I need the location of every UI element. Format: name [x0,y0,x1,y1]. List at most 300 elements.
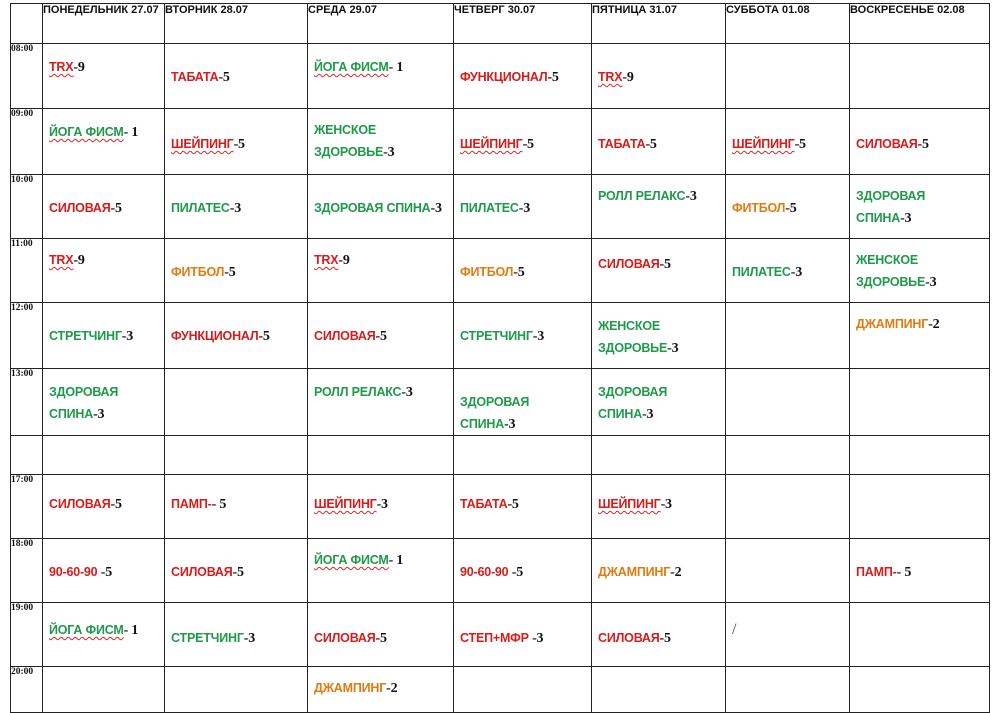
class-name: ТАБАТА [460,497,508,511]
schedule-cell [454,303,592,369]
schedule-cell [592,175,726,239]
class-line [171,261,303,283]
schedule-cell [43,109,165,175]
schedule-row [11,369,990,436]
schedule-cell [308,667,454,713]
class-count: -2 [386,681,398,696]
class-name: РОЛЛ РЕЛАКС [598,189,686,203]
class-entry [592,175,725,207]
class-entry [308,475,453,515]
class-count: -5 [659,631,671,646]
class-count: -5 [97,565,112,580]
class-entry [454,369,591,435]
schedule-cell [726,44,850,109]
class-line [171,627,303,649]
schedule-cell [165,436,308,475]
class-count: -3 [93,407,105,422]
class-entry [308,369,453,403]
schedule-cell [726,667,850,713]
schedule-cell [165,539,308,603]
class-line [460,627,587,649]
class-count: -5 [375,329,387,344]
schedule-cell [454,475,592,539]
schedule-cell [726,539,850,603]
class-line [49,325,160,347]
schedule-cell [454,44,592,109]
class-line [598,253,721,275]
class-line [460,493,587,515]
class-name: СТРЕТЧИНГ [49,329,122,343]
schedule-cell [165,667,308,713]
class-line [171,561,303,583]
class-line [460,261,587,283]
class-line [314,493,449,515]
class-entry [165,109,307,155]
class-count: -5 [522,137,534,152]
class-line [598,561,721,583]
class-count: - 1 [123,125,139,140]
class-count: -5 [218,70,230,85]
schedule-row [11,175,990,239]
schedule-row [11,667,990,713]
class-line [49,619,160,641]
schedule-cell [43,303,165,369]
class-line [314,627,449,649]
schedule-cell [308,239,454,303]
class-entry [43,603,164,641]
class-entry [43,109,164,143]
schedule-cell [592,369,726,436]
schedule-cell [850,239,990,303]
class-line [49,493,160,515]
day-header: СРЕДА 29.07 [308,4,454,44]
schedule-cell [43,603,165,667]
class-name: ПАМП- [856,565,897,579]
schedule-cell [308,475,454,539]
schedule-cell [308,539,454,603]
class-count: -2 [670,565,682,580]
class-line [460,391,587,435]
time-label: 13:00 [11,369,43,436]
class-entry [43,239,164,271]
class-entry [454,603,591,649]
class-count: -5 [508,565,523,580]
class-count: -5 [110,497,122,512]
class-entry [43,175,164,219]
class-count: -3 [430,201,442,216]
class-entry [43,539,164,583]
day-header: ВОСКРЕСЕНЬЕ 02.08 [850,4,990,44]
schedule-cell [308,175,454,239]
class-name: СИЛОВАЯ [49,497,111,511]
class-entry [43,369,164,425]
class-name: ЗДОРОВЬЕ [314,145,384,159]
class-line [856,313,985,335]
schedule-cell [308,369,454,436]
class-line [314,56,449,78]
class-entry [592,303,725,359]
class-count: -3 [685,189,697,204]
class-line [856,207,985,229]
class-name: ФИТБОЛ [460,265,514,279]
time-label: 17:00 [11,475,43,539]
class-count: - 1 [388,553,404,568]
schedule-cell [43,539,165,603]
schedule-row [11,109,990,175]
class-entry [165,475,307,515]
class-entry [165,603,307,649]
class-count: -9 [622,70,634,85]
class-entry [43,44,164,78]
class-entry [592,539,725,583]
class-name: ФИТБОЛ [732,201,786,215]
schedule-row [11,436,990,475]
schedule-row [11,603,990,667]
schedule-cell [850,667,990,713]
schedule-cell [592,239,726,303]
class-name: ЗДОРОВЬЕ [598,341,668,355]
class-line [171,493,303,515]
class-name: ПИЛАТЕС [171,201,230,215]
class-entry [592,603,725,649]
schedule-cell [592,539,726,603]
schedule-cell [43,475,165,539]
class-name: ЖЕНСКОЕ [598,319,660,333]
class-name: TRX [314,253,339,267]
class-line [314,325,449,347]
day-header: СУББОТА 01.08 [726,4,850,44]
class-count: -3 [376,497,388,512]
class-line [460,66,587,88]
class-entry [454,109,591,155]
class-name: 90-60-90 [460,565,509,579]
schedule-cell [165,175,308,239]
class-name: СТЕП+МФР [460,631,529,645]
class-line [314,249,449,271]
schedule-cell [592,303,726,369]
class-name: СИЛОВАЯ [171,565,233,579]
class-count: -3 [528,631,544,646]
class-line [314,549,449,571]
schedule-cell [592,436,726,475]
class-count: -3 [504,417,516,432]
day-header: ВТОРНИК 28.07 [165,4,308,44]
class-name: ЖЕНСКОЕ [856,253,918,267]
pen-mark: / [732,621,737,638]
class-line [460,325,587,347]
class-entry [165,539,307,583]
class-line [171,66,303,88]
schedule-cell [454,667,592,713]
class-entry [43,475,164,515]
schedule-cell [726,603,850,667]
schedule-cell [850,303,990,369]
schedule-cell [308,109,454,175]
class-name: ПИЛАТЕС [732,265,791,279]
class-entry [592,44,725,88]
class-entry [850,539,989,583]
schedule-cell [454,239,592,303]
schedule-row [11,303,990,369]
time-label: 11:00 [11,239,43,303]
class-count: - 1 [123,623,139,638]
schedule-table [10,3,990,713]
corner-cell [11,4,43,44]
class-count: -5 [232,565,244,580]
schedule-cell [726,369,850,436]
class-name: ЗДОРОВАЯ СПИНА [314,201,431,215]
class-count: -3 [925,275,937,290]
class-name: ШЕЙПИНГ [598,497,661,511]
class-name: СПИНА [49,407,94,421]
class-line [460,197,587,219]
class-entry [308,109,453,163]
schedule-cell [43,175,165,239]
class-line [598,381,721,403]
class-name: ЙОГА ФИСМ [49,125,124,139]
schedule-cell [43,44,165,109]
class-entry [454,44,591,88]
class-line [49,121,160,143]
class-line [598,315,721,337]
class-name: ФУНКЦИОНАЛ [460,70,548,84]
class-name: ДЖАМПИНГ [856,317,929,331]
class-entry [165,303,307,347]
class-name: ЙОГА ФИСМ [314,60,389,74]
class-entry [592,239,725,275]
time-label: 09:00 [11,109,43,175]
time-label: 12:00 [11,303,43,369]
class-line [598,185,721,207]
class-name: ТАБАТА [598,137,646,151]
class-count: -5 [917,137,929,152]
class-name: ЖЕНСКОЕ [314,123,376,137]
schedule-cell [454,109,592,175]
schedule-cell [308,303,454,369]
class-count: -5 [645,137,657,152]
class-entry [726,175,849,219]
class-line [598,337,721,359]
class-count: -3 [518,201,531,216]
schedule-cell [850,109,990,175]
class-name: СИЛОВАЯ [314,329,376,343]
class-entry [454,239,591,283]
time-label: 19:00 [11,603,43,667]
schedule-cell [592,109,726,175]
class-line [49,403,160,425]
class-name: ПАМП- [171,497,212,511]
class-name: ФИТБОЛ [171,265,225,279]
schedule-cell [850,436,990,475]
schedule-cell [308,44,454,109]
class-line [856,249,985,271]
class-count: -3 [642,407,654,422]
schedule-row [11,44,990,109]
class-line [314,119,449,141]
class-line [598,66,721,88]
class-line [856,271,985,293]
class-count: -5 [785,201,797,216]
class-count: -3 [229,201,242,216]
class-entry [308,539,453,571]
class-count: -5 [224,265,236,280]
class-line [314,677,449,699]
class-count: -9 [73,60,85,75]
class-entry [43,303,164,347]
class-name: ТАБАТА [171,70,219,84]
schedule-cell [308,603,454,667]
schedule-cell [454,436,592,475]
time-label [11,436,43,475]
class-count: -2 [928,317,940,332]
class-count: - 1 [388,60,404,75]
schedule-row [11,239,990,303]
class-count: - 5 [896,565,912,580]
schedule-cell [454,603,592,667]
class-name: ЙОГА ФИСМ [49,623,124,637]
class-line [49,381,160,403]
class-count: -3 [401,385,413,400]
class-count: -5 [794,137,806,152]
schedule-cell [592,44,726,109]
schedule-cell [592,475,726,539]
class-entry [592,369,725,425]
class-entry [165,175,307,219]
class-name: TRX [49,60,74,74]
schedule-cell [850,44,990,109]
class-name: СИЛОВАЯ [598,257,660,271]
schedule-cell [850,369,990,436]
schedule-cell [454,369,592,436]
schedule-cell [308,436,454,475]
class-line [49,561,160,583]
class-count: -5 [547,70,559,85]
schedule-cell [726,303,850,369]
class-entry [308,603,453,649]
time-label: 18:00 [11,539,43,603]
class-name: СПИНА [598,407,643,421]
class-count: -9 [73,253,85,268]
class-entry [850,109,989,155]
class-name: ДЖАМПИНГ [314,681,387,695]
class-count: -3 [383,145,395,160]
class-entry [592,475,725,515]
class-entry [454,475,591,515]
class-name: ДЖАМПИНГ [598,565,671,579]
schedule-cell [454,539,592,603]
header-row [11,4,990,44]
class-line [732,261,845,283]
class-entry [454,303,591,347]
class-count: -5 [507,497,519,512]
schedule-cell [43,667,165,713]
class-name: ФУНКЦИОНАЛ [171,329,259,343]
class-entry [454,539,591,583]
class-count: -5 [659,257,671,272]
schedule-cell [43,436,165,475]
schedule-cell [726,109,850,175]
class-name: ПИЛАТЕС [460,201,519,215]
schedule-cell [726,239,850,303]
class-count: -5 [375,631,387,646]
class-name: ЗДОРОВЬЕ [856,275,926,289]
schedule-cell [592,667,726,713]
class-line [732,133,845,155]
schedule-cell [165,603,308,667]
class-line [598,133,721,155]
class-name: СИЛОВАЯ [49,201,111,215]
class-entry [308,667,453,699]
class-count: -3 [660,497,672,512]
class-name: СИЛОВАЯ [598,631,660,645]
class-count: -9 [338,253,350,268]
schedule-cell [726,175,850,239]
schedule-cell [850,475,990,539]
schedule-cell [165,109,308,175]
class-name: ЙОГА ФИСМ [314,553,389,567]
class-entry [308,239,453,271]
class-name: ШЕЙПИНГ [732,137,795,151]
class-count: -3 [790,265,803,280]
class-entry [308,44,453,78]
class-name: ЗДОРОВАЯ [598,385,668,399]
class-count: -5 [110,201,122,216]
schedule-cell [43,239,165,303]
time-label: 08:00 [11,44,43,109]
class-line [314,381,449,403]
class-line [314,141,449,163]
class-name: СИЛОВАЯ [314,631,376,645]
class-line [171,133,303,155]
class-name: СТРЕТЧИНГ [460,329,533,343]
class-entry [165,44,307,88]
class-name: ШЕЙПИНГ [314,497,377,511]
class-count: -3 [532,329,545,344]
class-count: -5 [258,329,270,344]
class-count: -3 [243,631,256,646]
class-name: TRX [49,253,74,267]
class-entry [850,303,989,335]
class-line [856,185,985,207]
schedule-cell [165,303,308,369]
class-entry [726,109,849,155]
class-line [171,197,303,219]
class-entry [850,239,989,293]
class-count: -3 [900,211,912,226]
schedule-cell [165,369,308,436]
schedule-cell [850,539,990,603]
class-line [732,197,845,219]
schedule-cell [850,603,990,667]
class-entry [308,175,453,219]
class-entry [850,175,989,229]
class-entry [726,239,849,283]
time-label: 20:00 [11,667,43,713]
class-line [598,493,721,515]
class-line [598,627,721,649]
class-name: СТРЕТЧИНГ [171,631,244,645]
class-name: TRX [598,70,623,84]
class-name: 90-60-90 [49,565,98,579]
class-line [460,561,587,583]
schedule-cell [454,175,592,239]
class-line [49,249,160,271]
class-name: РОЛЛ РЕЛАКС [314,385,402,399]
schedule-cell [43,369,165,436]
schedule-row [11,475,990,539]
class-name: ШЕЙПИНГ [460,137,523,151]
class-name: СПИНА [856,211,901,225]
